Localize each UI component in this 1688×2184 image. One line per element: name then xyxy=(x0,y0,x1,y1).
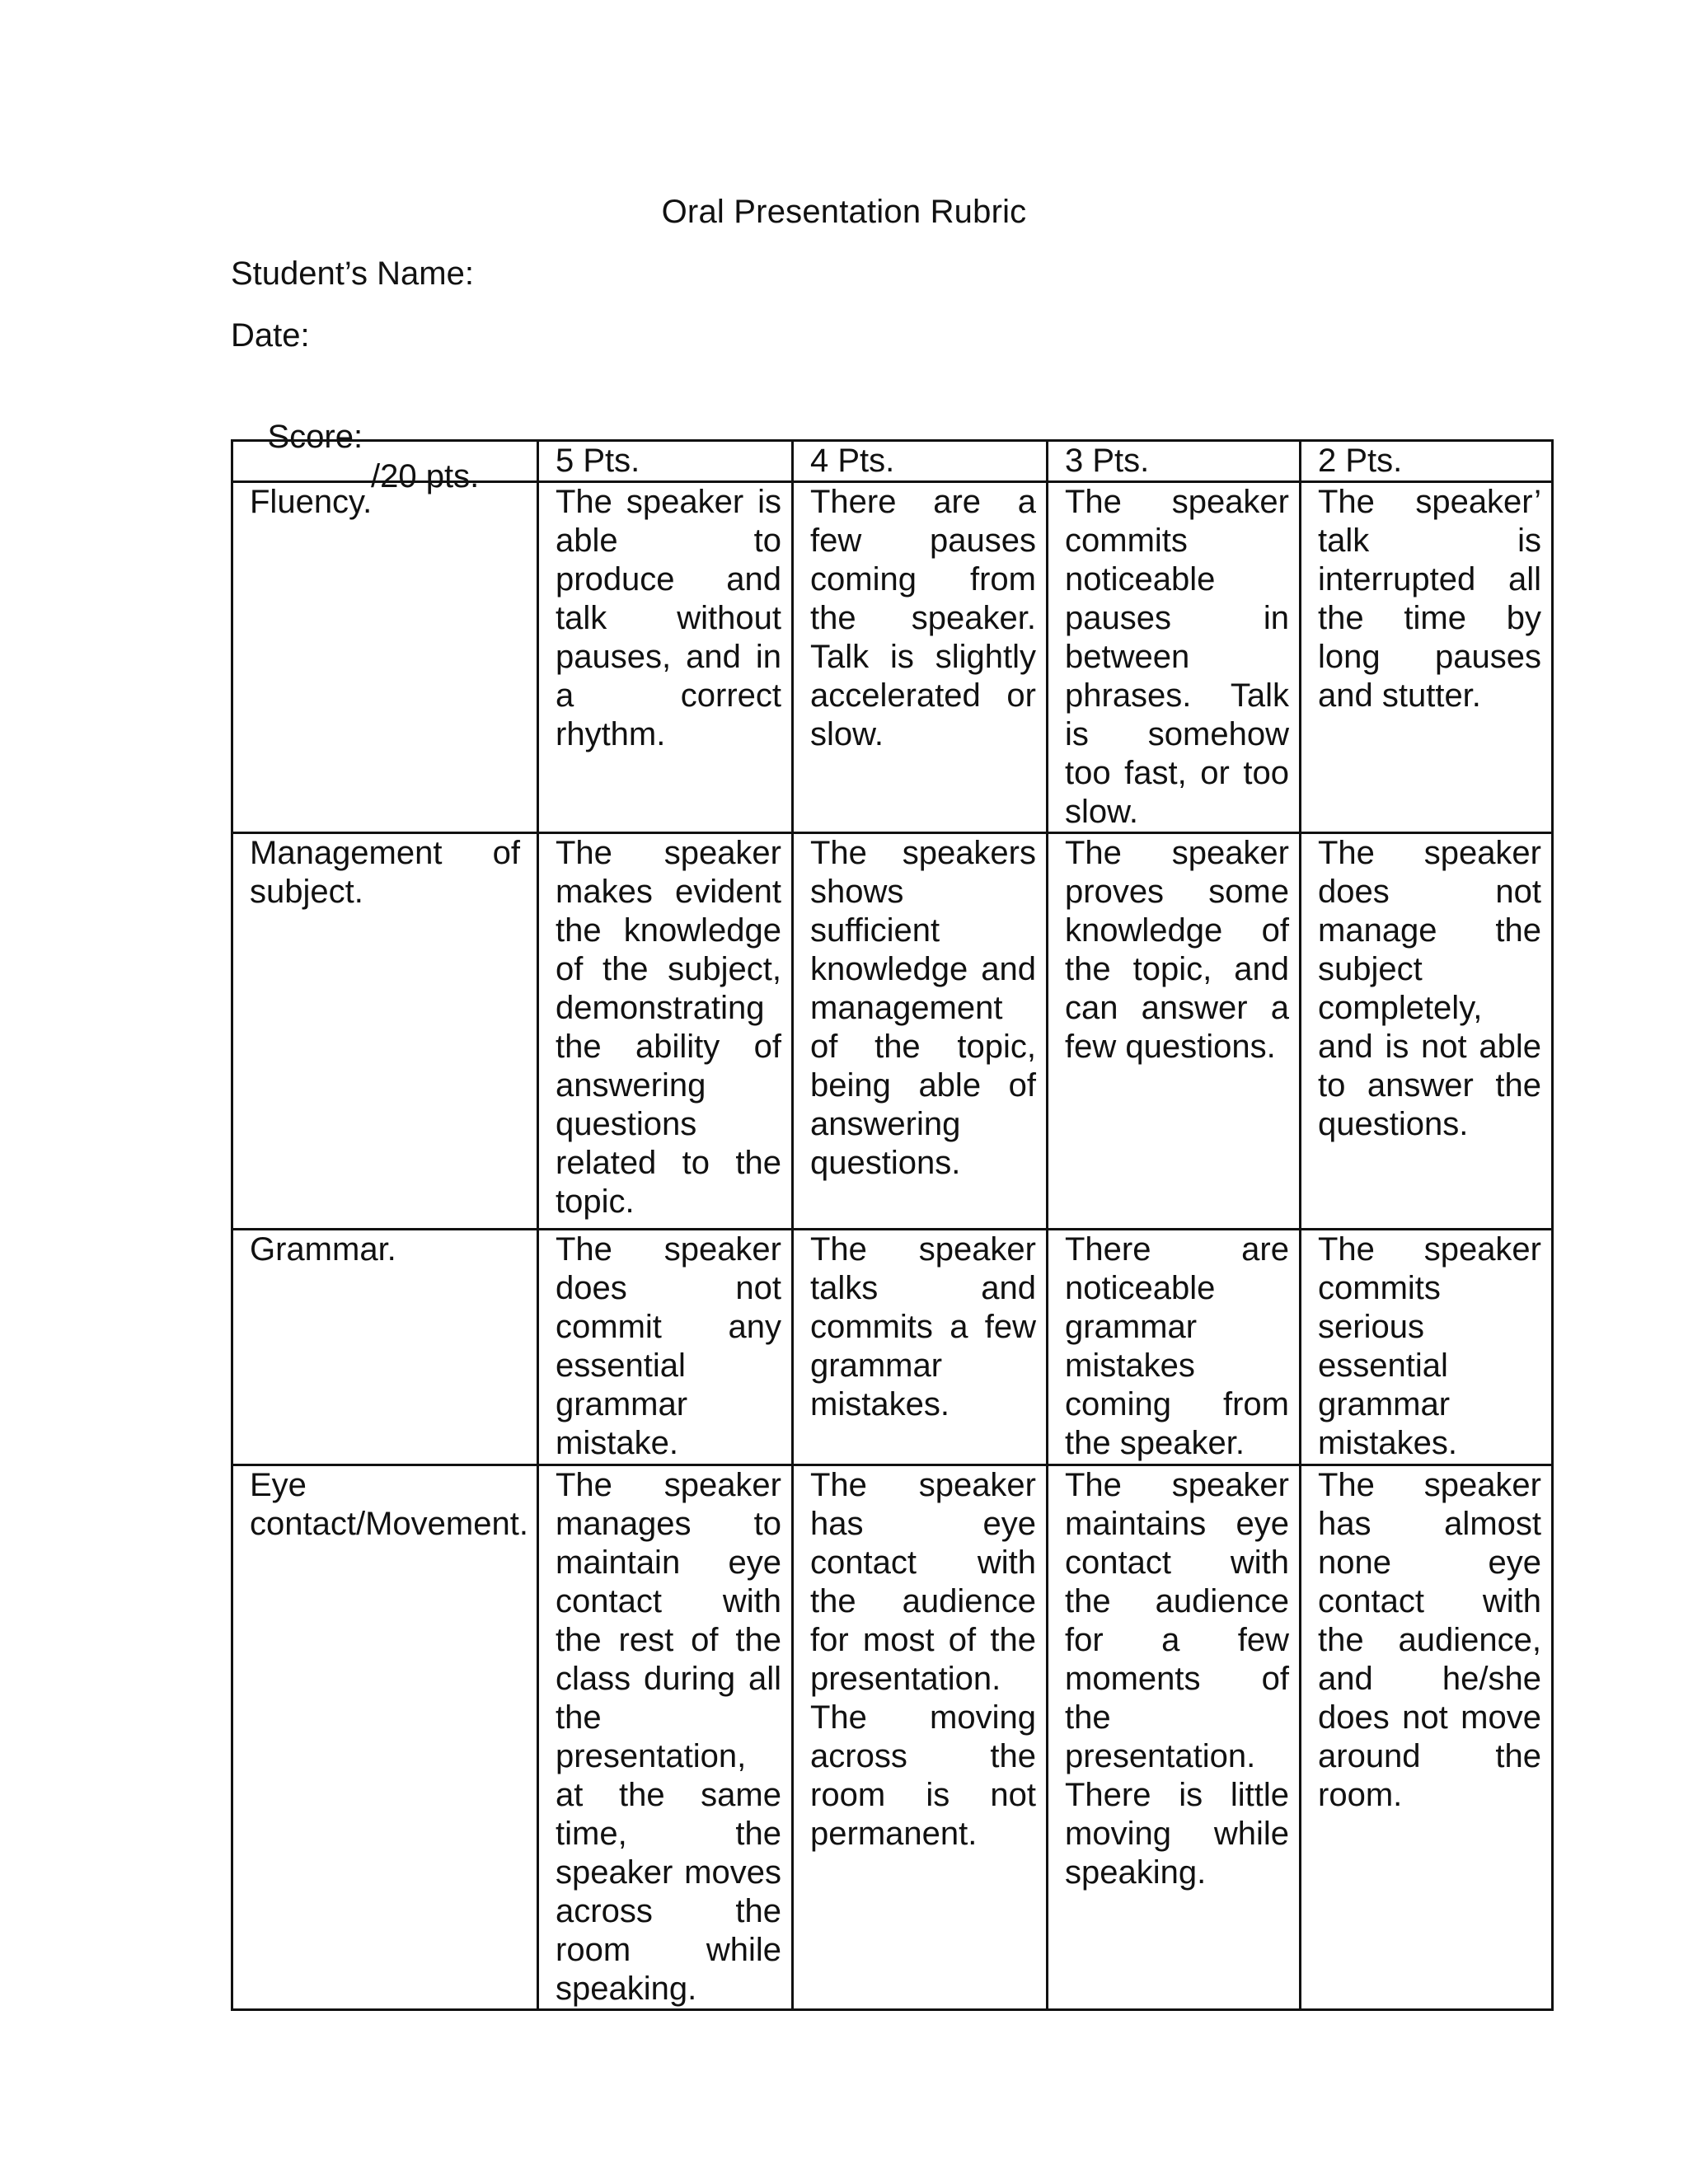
header-cell-criterion xyxy=(232,441,538,482)
score-label: Score: xyxy=(267,419,363,455)
descriptor-cell: The speaker manages to maintain eye contact with the rest of the class during all the presentation, at the same time, the speaker moves across the room while speaking. xyxy=(538,1465,793,2010)
descriptor-cell: The speaker is able to produce and talk without pauses, and in a correct rhythm. xyxy=(538,482,793,833)
criterion-cell: Fluency. xyxy=(232,482,538,833)
header-cell-5pts: 5 Pts. xyxy=(538,441,793,482)
descriptor-cell: The speaker has eye contact with the audience for most of the presentation. The moving across the room is not permanent. xyxy=(793,1465,1048,2010)
criterion-cell: Grammar. xyxy=(232,1230,538,1465)
descriptor-cell: The speaker commits noticeable pauses in between phrases. Talk is somehow too fast, or too slow. xyxy=(1048,482,1301,833)
rubric-row-eye-contact xyxy=(232,1465,1553,2010)
rubric-table xyxy=(231,439,1554,2011)
descriptor-cell: There are a few pauses coming from the speaker. Talk is slightly accelerated or slow. xyxy=(793,482,1048,833)
student-name-label: Student’s Name: xyxy=(231,255,474,292)
rubric-row-fluency xyxy=(232,482,1553,833)
descriptor-cell: The speaker’ talk is interrupted all the time by long pauses and stutter. xyxy=(1301,482,1553,833)
descriptor-cell: The speaker makes evident the knowledge of the subject, demonstrating the ability of answering questions related to the topic. xyxy=(538,833,793,1230)
descriptor-cell: The speaker has almost none eye contact with the audience, and he/she does not move around the room. xyxy=(1301,1465,1553,2010)
header-cell-3pts: 3 Pts. xyxy=(1048,441,1301,482)
descriptor-cell: The speaker proves some knowledge of the topic, and can answer a few questions. xyxy=(1048,833,1301,1230)
document-title: Oral Presentation Rubric xyxy=(661,194,1027,230)
descriptor-cell: The speaker maintains eye contact with the audience for a few moments of the presentation. There is little moving while speaking. xyxy=(1048,1465,1301,2010)
score-value: /20 pts. xyxy=(371,458,480,494)
descriptor-cell: There are noticeable grammar mistakes coming from the speaker. xyxy=(1048,1230,1301,1465)
date-label: Date: xyxy=(231,317,310,354)
header-cell-4pts: 4 Pts. xyxy=(793,441,1048,482)
descriptor-cell: The speaker commits serious essential grammar mistakes. xyxy=(1301,1230,1553,1465)
criterion-cell: Management of subject. xyxy=(232,833,538,1230)
header-cell-2pts: 2 Pts. xyxy=(1301,441,1553,482)
criterion-cell: Eye contact/Movement. xyxy=(232,1465,538,2010)
descriptor-cell: The speaker does not manage the subject completely, and is not able to answer the questions. xyxy=(1301,833,1553,1230)
descriptor-cell: The speaker does not commit any essential grammar mistake. xyxy=(538,1230,793,1465)
rubric-header-row xyxy=(232,441,1553,482)
rubric-row-management xyxy=(232,833,1553,1230)
descriptor-cell: The speakers shows sufficient knowledge and management of the topic, being able of answering questions. xyxy=(793,833,1048,1230)
descriptor-cell: The speaker talks and commits a few grammar mistakes. xyxy=(793,1230,1048,1465)
rubric-row-grammar xyxy=(232,1230,1553,1465)
